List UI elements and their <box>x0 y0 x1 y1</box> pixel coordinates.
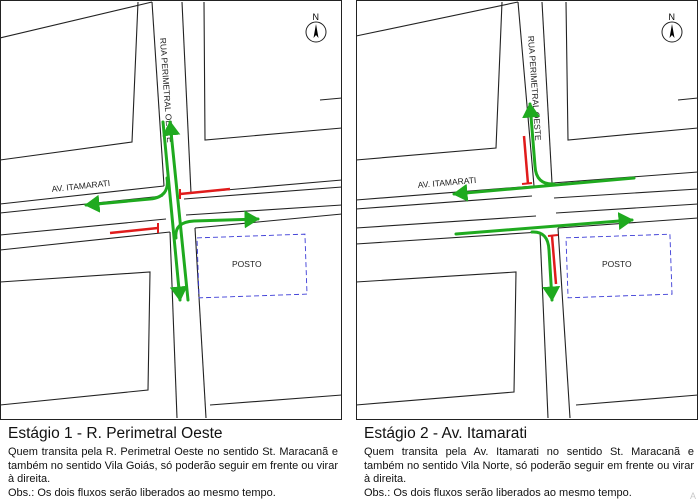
stage-1-panel <box>0 0 342 503</box>
stage-1-obs: Obs.: Os dois fluxos serão liberados ao mesmo tempo. <box>8 486 276 499</box>
posto-label: POSTO <box>232 259 262 269</box>
stage-1-description: Quem transita pela R. Perimetral Oeste no sentido St. Maracanã e também no sentido Vila Goiás, só poderão seguir em frente ou virar à direita. <box>8 446 338 486</box>
flow-arrow-westbound-straight <box>454 178 634 194</box>
map-frame <box>357 1 698 420</box>
stop-bar-south-approach <box>552 236 556 284</box>
stage-1-map <box>0 0 342 420</box>
street-label-horizontal: AV. ITAMARATI <box>51 177 111 194</box>
red-stop-bars <box>522 136 558 284</box>
stop-bar-east-approach <box>180 189 230 194</box>
north-arrow-icon <box>314 24 319 38</box>
stage-2-map <box>356 0 698 420</box>
stop-bar-north-approach <box>524 136 528 184</box>
north-arrow-icon <box>670 24 675 38</box>
stop-bar-west-approach <box>110 228 158 233</box>
stage-2-title: Estágio 2 - Av. Itamarati <box>364 425 528 442</box>
north-label: N <box>668 12 675 22</box>
vertical-road-east-edge-north <box>182 2 191 193</box>
posto-label: POSTO <box>602 259 632 269</box>
median-west-2 <box>0 219 166 235</box>
street-label-vertical: RUA PERIMETRAL OESTE <box>526 35 544 141</box>
flow-arrow-northbound-right <box>176 219 258 238</box>
stage-2-caption <box>364 424 694 500</box>
median-east-2 <box>186 205 342 215</box>
stop-bar-south-tick <box>548 235 558 236</box>
road-edges <box>356 2 698 418</box>
horizontal-road-south-edge-west <box>0 232 170 250</box>
north-label: N <box>312 12 319 22</box>
stage-1-title: Estágio 1 - R. Perimetral Oeste <box>8 425 223 442</box>
street-label-horizontal: AV. ITAMARATI <box>417 174 477 190</box>
stop-bar-north-tick <box>522 183 532 184</box>
median-east-1 <box>184 187 342 199</box>
stage-2-panel <box>356 0 698 503</box>
green-flows <box>454 104 634 300</box>
stage-2-description: Quem transita pela Av. Itamarati no sentido St. Maracanã e também no sentido Vila Norte, só poderão seguir em frente ou virar à direita. <box>364 446 694 486</box>
vertical-road-east-edge-south <box>195 228 206 418</box>
stage-1-caption <box>8 424 338 500</box>
stage-2-obs: Obs.: Os dois fluxos serão liberados ao mesmo tempo. <box>364 486 632 499</box>
street-label-vertical: RUA PERIMETRAL OESTE <box>158 37 176 143</box>
page-mark: A <box>689 491 696 501</box>
flow-arrow-eastbound-straight <box>456 220 632 234</box>
median-west-1 <box>0 196 163 213</box>
